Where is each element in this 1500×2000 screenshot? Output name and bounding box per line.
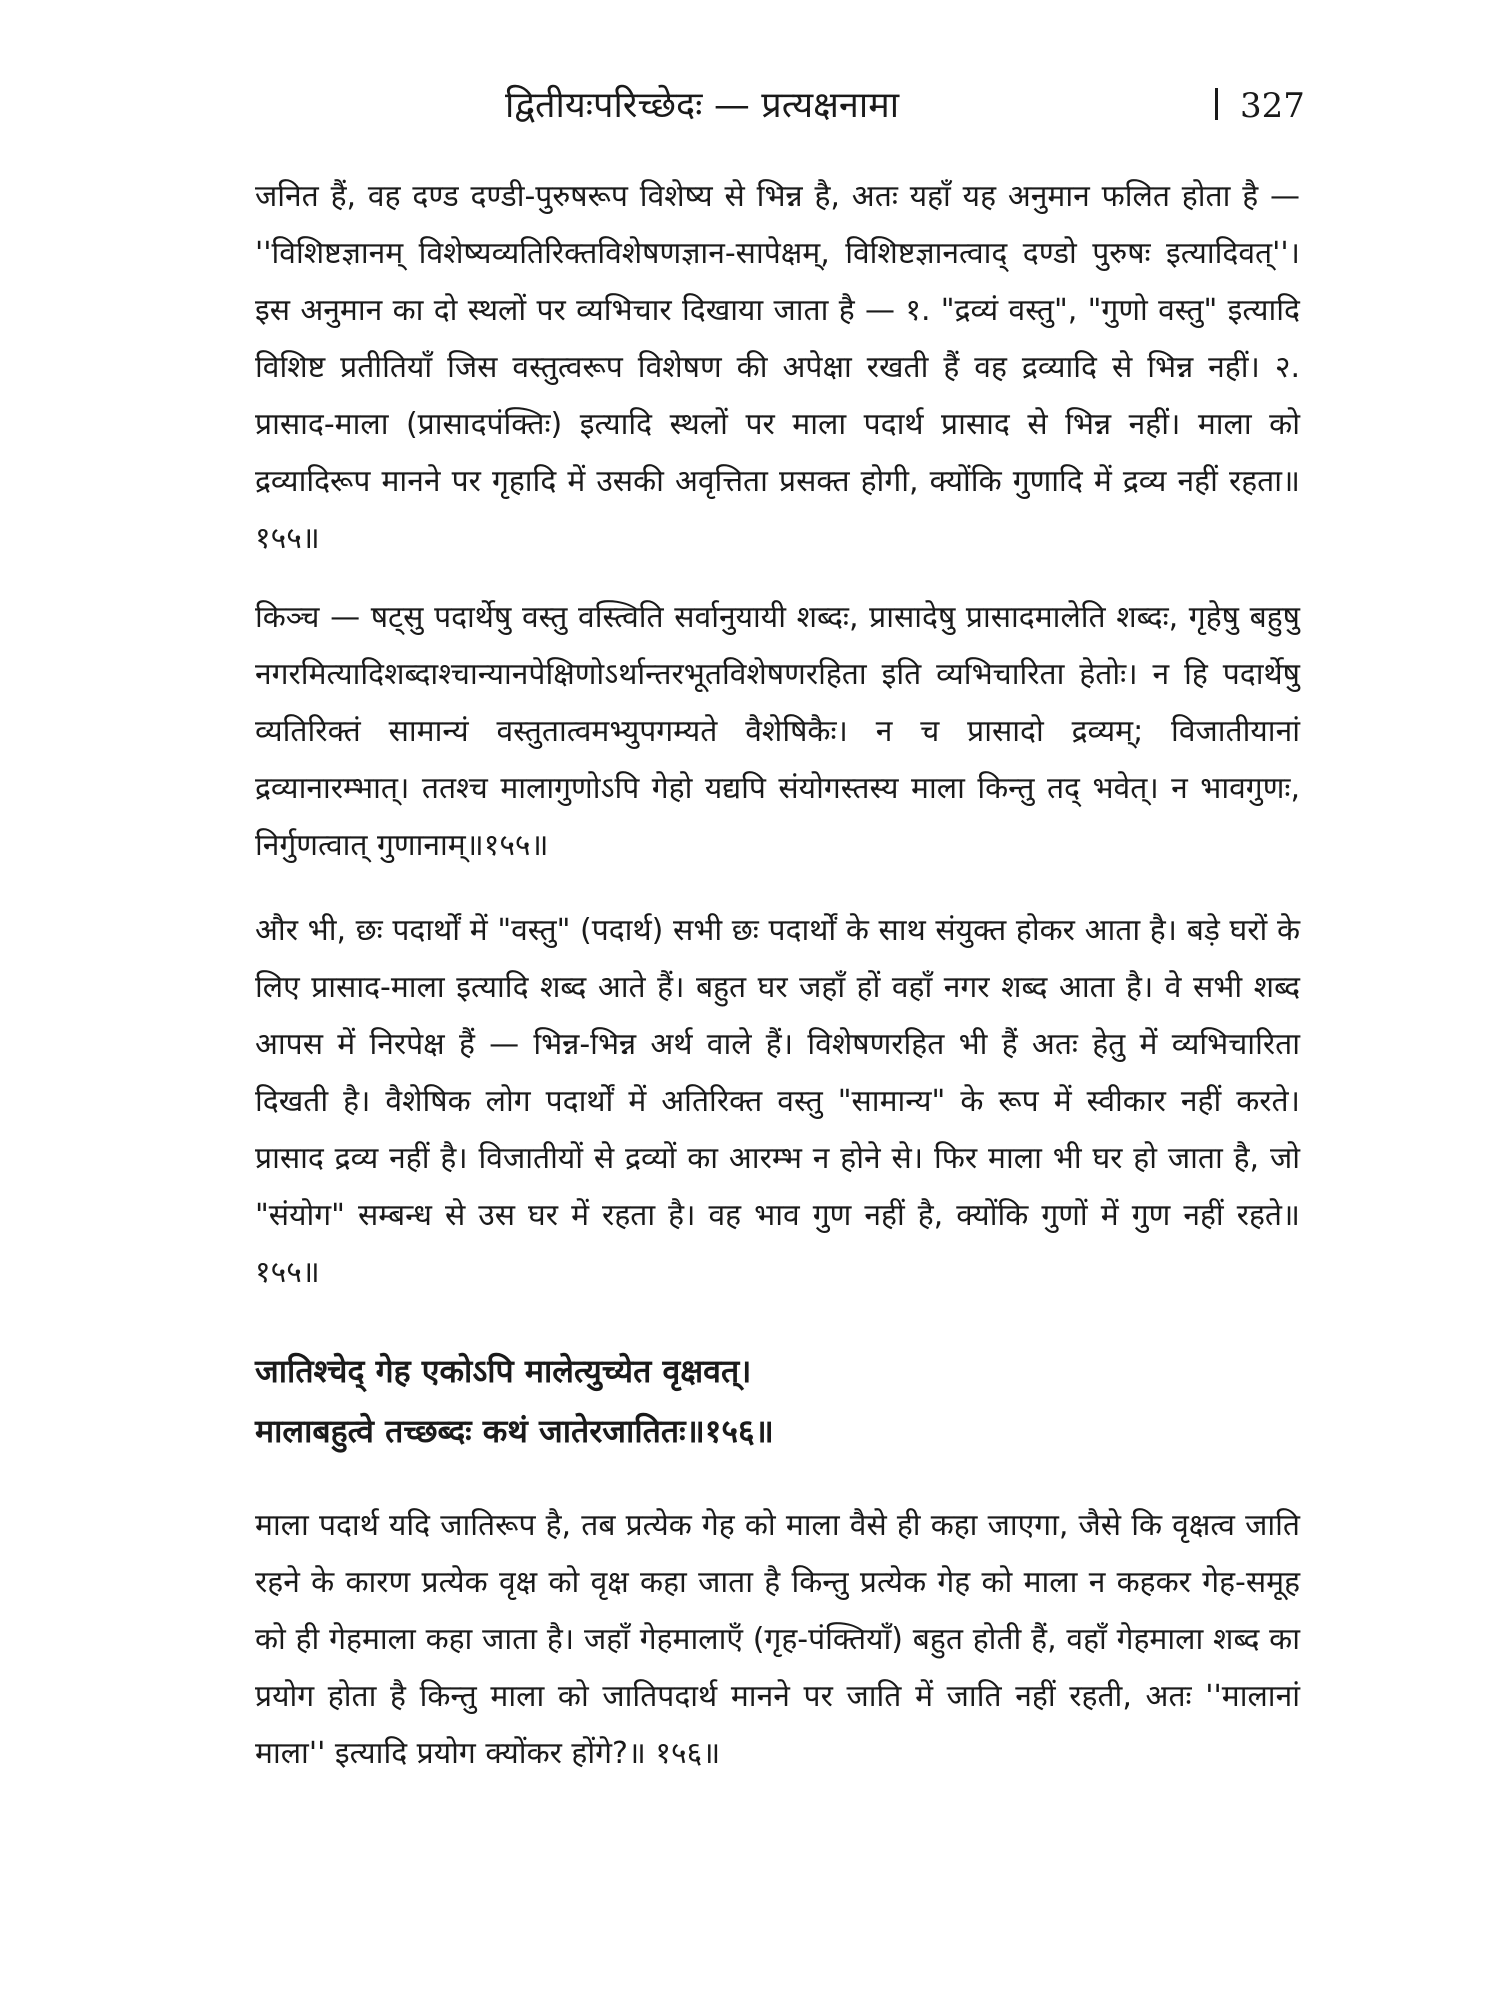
- sanskrit-paragraph: किञ्च — षट्सु पदार्थेषु वस्तु वस्त्विति सर्वानुयायी शब्दः, प्रासादेषु प्रासादमालेति शब्दः, गृहेषु बहुषु नगरमित्यादिशब्दाश्चान्यानपेक्षिणोऽर्थान्तरभूतविशेषणरहिता इति व्यभिचारिता हेतोः। न हि पदार्थेषु व्यतिरिक्तं सामान्यं वस्तुतात्वमभ्युपगम्यते वैशेषिकैः। न च प्रासादो द्रव्यम्; विजातीयानां द्रव्यानारम्भात्। ततश्च मालागुणोऽपि गेहो यद्यपि संयोगस्तस्य माला किन्तु तद् भवेत्। न भावगुणः, निर्गुणत्वात् गुणानाम्॥१५५॥: [255, 600, 1300, 863]
- chapter-title: द्वितीयःपरिच्छेदः — प्रत्यक्षनामा: [505, 85, 900, 126]
- header-separator: [1215, 88, 1218, 120]
- page-number: 327: [1240, 86, 1305, 126]
- commentary-paragraph-3: माला पदार्थ यदि जातिरूप है, तब प्रत्येक गेह को माला वैसे ही कहा जाएगा, जैसे कि वृक्षत्व जाति रहने के कारण प्रत्येक वृक्ष को वृक्ष कहा जाता है किन्तु प्रत्येक गेह को माला न कहकर गेह-समूह को ही गेहमाला कहा जाता है। जहाँ गेहमालाएँ (गृह-पंक्तियाँ) बहुत होती हैं, वहाँ गेहमाला शब्द का प्रयोग होता है किन्तु माला को जातिपदार्थ मानने पर जाति में जाति नहीं रहती, अतः ''मालानां माला'' इत्यादि प्रयोग क्योंकर होंगे?॥ १५६॥: [255, 1508, 1300, 1771]
- verse-line-1: जातिश्चेद् गेह एकोऽपि मालेत्युच्येत वृक्षवत्।: [255, 1352, 752, 1390]
- page-body: [255, 168, 1300, 1804]
- commentary-paragraph-2: और भी, छः पदार्थों में "वस्तु" (पदार्थ) सभी छः पदार्थों के साथ संयुक्त होकर आता है। बड़े घरों के लिए प्रासाद-माला इत्यादि शब्द आते हैं। बहुत घर जहाँ हों वहाँ नगर शब्द आता है। वे सभी शब्द आपस में निरपेक्ष हैं — भिन्न-भिन्न अर्थ वाले हैं। विशेषणरहित भी हैं अतः हेतु में व्यभिचारिता दिखती है। वैशेषिक लोग पदार्थों में अतिरिक्त वस्तु "सामान्य" के रूप में स्वीकार नहीं करते। प्रासाद द्रव्य नहीं है। विजातीयों से द्रव्यों का आरम्भ न होने से। फिर माला भी घर हो जाता है, जो "संयोग" सम्बन्ध से उस घर में रहता है। वह भाव गुण नहीं है, क्योंकि गुणों में गुण नहीं रहते॥ १५५॥: [255, 913, 1300, 1290]
- running-header: [255, 82, 1305, 142]
- commentary-paragraph-1: जनित हैं, वह दण्ड दण्डी-पुरुषरूप विशेष्य से भिन्न है, अतः यहाँ यह अनुमान फलित होता है — ''विशिष्टज्ञानम् विशेष्यव्यतिरिक्तविशेषणज्ञान-सापेक्षम्, विशिष्टज्ञानत्वाद् दण्डो पुरुषः इत्यादिवत्''। इस अनुमान का दो स्थलों पर व्यभिचार दिखाया जाता है — १. "द्रव्यं वस्तु", "गुणो वस्तु" इत्यादि विशिष्ट प्रतीतियाँ जिस वस्तुत्वरूप विशेषण की अपेक्षा रखती हैं वह द्रव्यादि से भिन्न नहीं। २. प्रासाद-माला (प्रासादपंक्तिः) इत्यादि स्थलों पर माला पदार्थ प्रासाद से भिन्न नहीं। माला को द्रव्यादिरूप मानने पर गृहादि में उसकी अवृत्तिता प्रसक्त होगी, क्योंकि गुणादि में द्रव्य नहीं रहता॥ १५५॥: [255, 179, 1300, 556]
- verse-line-2: मालाबहुत्वे तच्छब्दः कथं जातेरजातितः॥१५६॥: [255, 1412, 774, 1450]
- verse-156: [255, 1341, 1300, 1461]
